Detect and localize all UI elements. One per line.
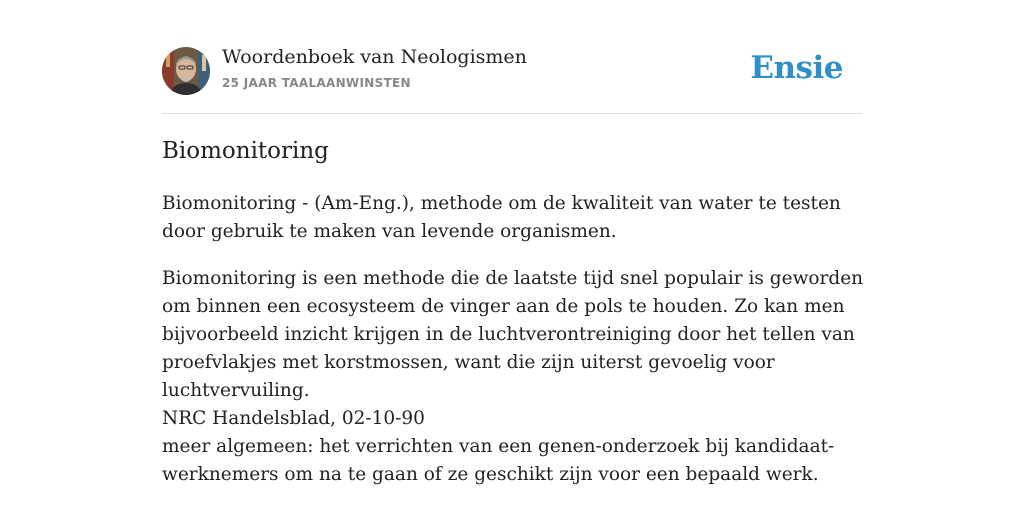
author-avatar[interactable] — [162, 47, 210, 95]
entry-extra-meaning: meer algemeen: het verrichten van een genen-onderzoek bij kandidaat-werknemers om na te gaan of ze geschikt zijn voor een bepaald werk. — [162, 436, 835, 485]
entry-example-text: Biomonitoring is een methode die de laatste tijd snel populair is geworden om binnen een ecosysteem de vinger aan de pols te houden. Zo kan men bijvoorbeeld inzicht krijgen in de luchtverontreiniging door het tellen van proefvlakjes met korstmossen, want die zijn uiterst gevoelig voor luchtvervuiling. — [162, 268, 864, 401]
page-content — [162, 0, 864, 485]
author-portrait-icon — [162, 47, 210, 95]
site-brand-name[interactable]: Woordenboek van Neologismen — [222, 46, 527, 68]
site-brand-subtitle: 25 JAAR TAALAANWINSTEN — [222, 76, 411, 90]
entry-definition: Biomonitoring - (Am-Eng.), methode om de kwaliteit van water te testen door gebruik te maken van levende organismen. — [162, 193, 841, 242]
entry-source: NRC Handelsblad, 02-10-90 — [162, 408, 425, 429]
ensie-logo[interactable]: Ensie — [750, 50, 843, 86]
site-header — [162, 0, 862, 114]
entry-title: Biomonitoring — [162, 138, 329, 164]
entry-example — [162, 265, 867, 433]
